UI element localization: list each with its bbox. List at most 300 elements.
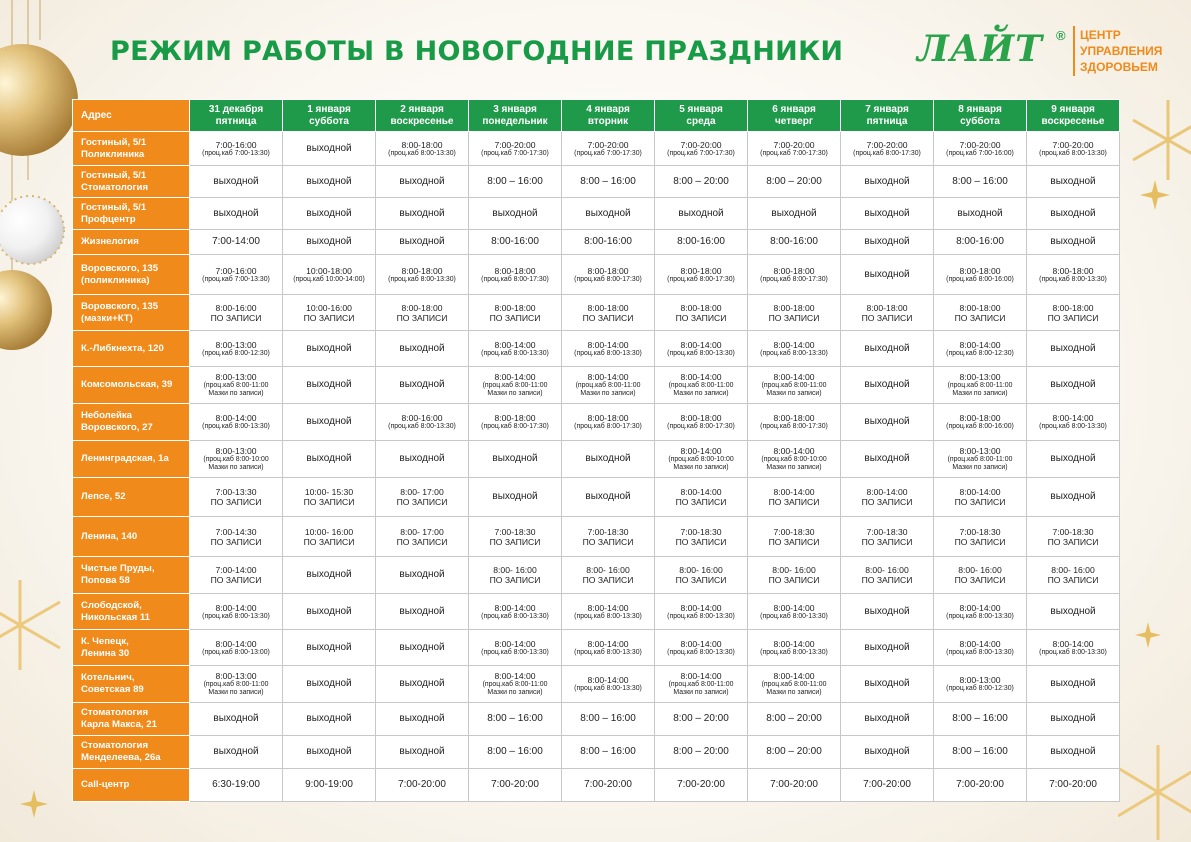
- hours-text: 7:00-20:00: [773, 139, 815, 150]
- address-line: Воровского, 27: [81, 422, 153, 433]
- hours-note: (проц.каб 8:00-13:30): [481, 648, 549, 656]
- schedule-cell: [190, 295, 283, 331]
- address-line: Воровского, 135: [81, 262, 159, 274]
- hours-text: 7:00-20:00: [398, 779, 446, 790]
- table-row: [73, 404, 1120, 441]
- hours-text: 8:00-14:00: [680, 446, 722, 456]
- schedule-cell: [841, 769, 934, 802]
- table-row: [73, 517, 1120, 557]
- hours-note: Мазки по записи): [952, 390, 1008, 397]
- hours-text: выходной: [306, 175, 352, 187]
- logo-subtitle: [1080, 27, 1162, 75]
- address-line: Ленина, 140: [81, 530, 138, 542]
- address-cell: [73, 557, 190, 594]
- schedule-cell: [562, 630, 655, 666]
- hours-text: выходной: [1050, 746, 1096, 757]
- hours-text: выходной: [213, 713, 259, 724]
- hours-text: 8:00-14:00: [773, 446, 815, 456]
- hours-text: 8:00-14:00: [494, 339, 536, 350]
- hours-note: Мазки по записи): [952, 464, 1008, 471]
- schedule-cell: [376, 594, 469, 630]
- schedule-cell: [1027, 255, 1120, 295]
- hours-text: 8:00 – 16:00: [487, 175, 543, 187]
- table-row: [73, 198, 1120, 230]
- day-weekday: понедельник: [482, 115, 548, 127]
- schedule-cell: [841, 367, 934, 404]
- schedule-cell: [1027, 630, 1120, 666]
- schedule-cell: [1027, 517, 1120, 557]
- address-line: Call-центр: [81, 779, 130, 790]
- hours-note: Мазки по записи): [487, 390, 543, 397]
- day-column-header: [748, 100, 841, 132]
- hours-text: 8:00 – 16:00: [580, 175, 636, 187]
- hours-note: (проц.каб 7:00-13:30): [202, 149, 270, 157]
- hours-text: 8:00-14:00: [494, 602, 536, 613]
- hours-text: 8:00-14:00: [773, 487, 815, 497]
- schedule-cell: [469, 295, 562, 331]
- hours-note: (проц.каб 8:00-11:00: [947, 382, 1013, 389]
- schedule-cell: [376, 478, 469, 517]
- schedule-cell: [469, 132, 562, 166]
- hours-text: выходной: [399, 342, 445, 354]
- schedule-cell: [748, 132, 841, 166]
- hours-text: 8:00 – 20:00: [766, 713, 822, 724]
- hours-note: (проц.каб 8:00-13:30): [574, 648, 642, 656]
- hours-text: 8:00-16:00: [491, 236, 539, 247]
- hours-note: (проц.каб 8:00-12:30): [202, 349, 270, 357]
- address-line: Стоматология: [81, 740, 149, 751]
- schedule-cell: [469, 630, 562, 666]
- logo-registered-mark: ®: [1056, 28, 1066, 43]
- schedule-cell: [841, 703, 934, 736]
- schedule-cell: [283, 367, 376, 404]
- hours-text: выходной: [771, 207, 817, 219]
- address-line: Неболейка: [81, 410, 133, 421]
- schedule-cell: [748, 478, 841, 517]
- schedule-cell: [190, 666, 283, 703]
- address-cell: [73, 198, 190, 230]
- schedule-cell: [376, 198, 469, 230]
- address-line: Ленинградская, 1а: [81, 453, 169, 464]
- schedule-cell: [748, 736, 841, 769]
- hours-text: 8:00 – 20:00: [766, 746, 822, 757]
- hours-text: выходной: [213, 207, 259, 219]
- schedule-cell: [469, 404, 562, 441]
- hours-note: (проц.каб 8:00-12:30): [946, 349, 1014, 357]
- schedule-cell: [562, 255, 655, 295]
- hours-text: выходной: [306, 678, 352, 689]
- schedule-cell: [841, 295, 934, 331]
- hours-text: выходной: [306, 416, 352, 427]
- address-line: К.-Либкнехта, 120: [81, 342, 164, 354]
- hours-text: выходной: [492, 207, 538, 219]
- address-line: Чистые Пруды,: [81, 563, 155, 574]
- hours-text: 8:00-14:00: [773, 602, 815, 613]
- table-row: [73, 630, 1120, 666]
- hours-text: 8:00-18:00: [959, 302, 1001, 313]
- hours-note: Мазки по записи): [673, 390, 729, 397]
- hours-text: 9:00-19:00: [305, 779, 353, 790]
- hours-text: 8:00-14:00: [680, 671, 722, 681]
- schedule-cell: [934, 769, 1027, 802]
- schedule-cell: [562, 198, 655, 230]
- hours-note: ПО ЗАПИСИ: [489, 536, 541, 547]
- hours-note: ПО ЗАПИСИ: [675, 312, 727, 323]
- hours-text: выходной: [306, 746, 352, 757]
- hours-text: 8:00-14:00: [587, 372, 629, 382]
- hours-note: Мазки по записи): [766, 390, 822, 397]
- hours-text: выходной: [585, 207, 631, 219]
- hours-note: (проц.каб 8:00-13:30): [574, 612, 642, 620]
- hours-text: 8:00-14:00: [959, 339, 1001, 350]
- hours-text: 8:00-18:00: [401, 302, 443, 313]
- hours-text: 8:00-14:00: [494, 638, 536, 649]
- schedule-cell: [934, 255, 1027, 295]
- address-cell: [73, 666, 190, 703]
- schedule-cell: [748, 295, 841, 331]
- hours-note: (проц.каб 7:00-17:30): [481, 149, 549, 157]
- hours-note: ПО ЗАПИСИ: [396, 497, 448, 507]
- hours-note: (проц.каб 8:00-16:00): [946, 275, 1014, 283]
- hours-text: 7:00-18:30: [773, 526, 815, 537]
- hours-text: выходной: [306, 605, 352, 617]
- schedule-cell: [934, 230, 1027, 255]
- schedule-cell: [562, 295, 655, 331]
- table-row: [73, 441, 1120, 478]
- hours-text: 8:00-14:00: [680, 372, 722, 382]
- hours-note: ПО ЗАПИСИ: [861, 312, 913, 323]
- hours-text: выходной: [306, 713, 352, 724]
- schedule-cell: [934, 331, 1027, 367]
- schedule-cell: [469, 166, 562, 198]
- hours-text: 8:00- 16:00: [772, 565, 816, 575]
- hours-text: 8:00-18:00: [1052, 265, 1094, 276]
- schedule-cell: [376, 404, 469, 441]
- hours-text: 8:00-13:00: [959, 372, 1001, 382]
- hours-note: (проц.каб 8:00-17:30): [853, 149, 921, 157]
- day-date: 5 января: [679, 103, 723, 115]
- address-cell: [73, 736, 190, 769]
- schedule-cell: [469, 230, 562, 255]
- schedule-cell: [655, 404, 748, 441]
- hours-note: ПО ЗАПИСИ: [675, 536, 727, 547]
- schedule-cell: [1027, 557, 1120, 594]
- hours-text: 8:00-16:00: [215, 302, 257, 313]
- schedule-cell: [1027, 703, 1120, 736]
- hours-note: (проц.каб 8:00-13:00): [202, 648, 270, 656]
- hours-text: выходной: [306, 453, 352, 464]
- hours-text: 10:00-16:00: [306, 302, 352, 313]
- hours-note: (проц.каб 8:00-17:30): [667, 275, 735, 283]
- hours-text: 7:00-20:00: [491, 779, 539, 790]
- schedule-cell: [1027, 295, 1120, 331]
- address-cell: [73, 166, 190, 198]
- schedule-table: [72, 99, 1120, 802]
- schedule-cell: [748, 666, 841, 703]
- hours-note: ПО ЗАПИСИ: [954, 312, 1006, 323]
- schedule-cell: [562, 331, 655, 367]
- hours-text: выходной: [399, 236, 445, 247]
- address-line: Ленина 30: [81, 647, 130, 659]
- hours-note: (проц.каб 8:00-11:00: [668, 382, 734, 389]
- table-row: [73, 295, 1120, 331]
- hours-text: 8:00-18:00: [587, 265, 629, 276]
- schedule-cell: [934, 198, 1027, 230]
- hours-text: выходной: [213, 175, 259, 187]
- hours-text: 7:00-14:00: [212, 236, 260, 247]
- hours-text: 6:30-19:00: [212, 779, 260, 790]
- hours-text: 7:00-20:00: [866, 139, 908, 150]
- hours-text: 8:00-13:00: [215, 372, 257, 382]
- hours-text: 8:00-16:00: [770, 236, 818, 247]
- hours-text: 8:00-14:00: [959, 487, 1001, 497]
- hours-text: 8:00-13:00: [959, 446, 1001, 456]
- day-date: 6 января: [772, 103, 816, 115]
- schedule-cell: [376, 736, 469, 769]
- schedule-cell: [655, 230, 748, 255]
- schedule-cell: [655, 255, 748, 295]
- schedule-cell: [1027, 367, 1120, 404]
- address-cell: [73, 769, 190, 802]
- hours-note: (проц.каб 8:00-10:00: [761, 456, 827, 463]
- hours-text: выходной: [1050, 491, 1096, 502]
- hours-text: выходной: [399, 175, 445, 187]
- schedule-cell: [469, 331, 562, 367]
- hours-text: 7:00-18:30: [959, 526, 1001, 537]
- address-line: Лепсе, 52: [81, 491, 126, 502]
- hours-note: (проц.каб 8:00-11:00: [761, 382, 827, 389]
- hours-note: ПО ЗАПИСИ: [210, 536, 262, 547]
- address-line: Менделеева, 26а: [81, 752, 161, 763]
- day-date: 4 января: [586, 103, 630, 115]
- hours-text: выходной: [306, 142, 352, 154]
- day-weekday: среда: [686, 115, 716, 127]
- schedule-cell: [190, 517, 283, 557]
- hours-note: (проц.каб 8:00-11:00: [575, 382, 641, 389]
- hours-text: 8:00- 16:00: [679, 565, 723, 575]
- hours-note: (проц.каб 8:00-13:30): [760, 349, 828, 357]
- hours-text: 8:00-14:00: [773, 339, 815, 350]
- hours-text: 7:00-18:30: [1052, 526, 1094, 537]
- address-cell: [73, 478, 190, 517]
- hours-note: (проц.каб 8:00-13:30): [1039, 423, 1107, 430]
- day-weekday: воскресенье: [1041, 115, 1105, 127]
- hours-text: выходной: [399, 207, 445, 219]
- schedule-cell: [655, 331, 748, 367]
- hours-note: ПО ЗАПИСИ: [396, 312, 448, 323]
- hours-text: 10:00-18:00: [306, 265, 352, 276]
- schedule-cell: [469, 478, 562, 517]
- hours-text: 8:00-14:00: [587, 675, 629, 685]
- hours-note: (проц.каб 8:00-13:30): [760, 648, 828, 656]
- address-line: Комсомольская, 39: [81, 379, 173, 390]
- schedule-cell: [748, 630, 841, 666]
- hours-note: (проц.каб 8:00-13:30): [946, 612, 1014, 620]
- hours-note: (проц.каб 8:00-17:30): [481, 423, 549, 430]
- hours-text: 8:00- 17:00: [400, 487, 444, 497]
- schedule-cell: [376, 703, 469, 736]
- schedule-cell: [376, 295, 469, 331]
- schedule-cell: [469, 367, 562, 404]
- address-line: Стоматология: [81, 707, 149, 718]
- schedule-cell: [934, 736, 1027, 769]
- hours-text: 8:00-14:00: [215, 602, 257, 613]
- snowflake-icon: [1118, 740, 1191, 842]
- schedule-cell: [190, 630, 283, 666]
- hours-note: Мазки по записи): [673, 464, 729, 471]
- schedule-cell: [562, 404, 655, 441]
- hours-note: ПО ЗАПИСИ: [303, 536, 355, 547]
- hours-text: 8:00 – 20:00: [673, 175, 729, 187]
- schedule-cell: [655, 630, 748, 666]
- schedule-cell: [841, 441, 934, 478]
- hours-note: Мазки по записи): [208, 464, 264, 471]
- schedule-cell: [562, 478, 655, 517]
- schedule-cell: [562, 703, 655, 736]
- hours-note: ПО ЗАПИСИ: [861, 536, 913, 547]
- schedule-cell: [562, 367, 655, 404]
- hours-text: выходной: [399, 569, 445, 580]
- hours-text: 8:00 – 16:00: [952, 713, 1008, 724]
- hours-text: выходной: [1050, 678, 1096, 689]
- day-column-header: [376, 100, 469, 132]
- hours-text: выходной: [957, 207, 1003, 219]
- schedule-cell: [655, 666, 748, 703]
- schedule-cell: [748, 230, 841, 255]
- hours-text: 8:00-18:00: [866, 302, 908, 313]
- schedule-cell: [655, 441, 748, 478]
- hours-text: выходной: [399, 746, 445, 757]
- schedule-cell: [562, 166, 655, 198]
- schedule-cell: [655, 703, 748, 736]
- hours-text: 8:00 – 16:00: [580, 713, 636, 724]
- address-line: Профцентр: [81, 213, 136, 225]
- hours-text: 8:00 – 16:00: [952, 175, 1008, 187]
- schedule-cell: [283, 404, 376, 441]
- hours-note: (проц.каб 7:00-16:00): [946, 149, 1014, 157]
- hours-note: ПО ЗАПИСИ: [210, 497, 262, 507]
- address-cell: [73, 594, 190, 630]
- hours-text: 8:00-16:00: [677, 236, 725, 247]
- star-icon: [20, 790, 48, 818]
- schedule-cell: [562, 736, 655, 769]
- hours-note: (проц.каб 8:00-11:00: [203, 681, 269, 688]
- schedule-cell: [841, 594, 934, 630]
- hours-text: 8:00-13:00: [215, 671, 257, 681]
- hours-note: ПО ЗАПИСИ: [768, 575, 820, 585]
- schedule-cell: [376, 557, 469, 594]
- day-column-header: [655, 100, 748, 132]
- schedule-cell: [841, 132, 934, 166]
- hours-text: 7:00-20:00: [677, 779, 725, 790]
- hours-text: 8:00-14:00: [773, 372, 815, 382]
- hours-text: 7:00-14:00: [215, 565, 257, 575]
- logo-subtitle-line: ЦЕНТР: [1080, 28, 1121, 42]
- hours-note: (проц.каб 8:00-10:00: [668, 456, 734, 463]
- hours-text: 8:00-18:00: [494, 265, 536, 276]
- hours-text: 7:00-18:30: [587, 526, 629, 537]
- schedule-cell: [376, 517, 469, 557]
- hours-text: 8:00 – 16:00: [487, 746, 543, 757]
- hours-note: (проц.каб 8:00-11:00: [761, 681, 827, 688]
- schedule-cell: [748, 703, 841, 736]
- hours-text: 8:00-18:00: [401, 139, 443, 150]
- schedule-cell: [376, 367, 469, 404]
- hours-text: 8:00-18:00: [959, 413, 1001, 423]
- address-line: Воровского, 135: [81, 300, 159, 312]
- schedule-cell: [283, 478, 376, 517]
- hours-text: 8:00-18:00: [401, 265, 443, 276]
- day-column-header: [841, 100, 934, 132]
- hours-note: (проц.каб 8:00-13:30): [574, 685, 642, 692]
- address-cell: [73, 255, 190, 295]
- hours-text: выходной: [1050, 605, 1096, 617]
- hours-note: (проц.каб 8:00-17:30): [760, 275, 828, 283]
- hours-text: 8:00- 16:00: [586, 565, 630, 575]
- schedule-cell: [1027, 666, 1120, 703]
- schedule-cell: [1027, 198, 1120, 230]
- schedule-cell: [655, 594, 748, 630]
- day-weekday: пятница: [215, 115, 257, 127]
- schedule-cell: [934, 367, 1027, 404]
- hours-text: 7:00-18:30: [680, 526, 722, 537]
- hours-text: 8:00-18:00: [680, 302, 722, 313]
- address-line: Попова 58: [81, 575, 130, 586]
- schedule-cell: [469, 594, 562, 630]
- hours-note: ПО ЗАПИСИ: [675, 497, 727, 507]
- hours-text: 8:00- 16:00: [865, 565, 909, 575]
- schedule-cell: [1027, 230, 1120, 255]
- schedule-cell: [934, 478, 1027, 517]
- hours-note: ПО ЗАПИСИ: [954, 497, 1006, 507]
- schedule-cell: [1027, 594, 1120, 630]
- schedule-cell: [655, 769, 748, 802]
- hours-text: 7:00-14:30: [215, 526, 257, 537]
- table-row: [73, 255, 1120, 295]
- hours-text: выходной: [306, 236, 352, 247]
- hours-text: выходной: [864, 641, 910, 653]
- hours-text: 7:00-20:00: [680, 139, 722, 150]
- hours-text: 8:00- 17:00: [400, 526, 444, 537]
- schedule-cell: [748, 166, 841, 198]
- hours-text: 7:00-16:00: [215, 265, 257, 276]
- schedule-cell: [562, 666, 655, 703]
- schedule-cell: [748, 255, 841, 295]
- schedule-cell: [1027, 132, 1120, 166]
- day-date: 3 января: [493, 103, 537, 115]
- address-line: Гостиный, 5/1: [81, 136, 147, 148]
- hours-text: 8:00 – 16:00: [580, 746, 636, 757]
- hours-text: 8:00-18:00: [494, 302, 536, 313]
- hours-text: выходной: [864, 605, 910, 617]
- hours-text: выходной: [585, 491, 631, 502]
- hours-text: 10:00- 16:00: [304, 526, 354, 537]
- schedule-cell: [283, 441, 376, 478]
- table-row: [73, 736, 1120, 769]
- page-title: РЕЖИМ РАБОТЫ В НОВОГОДНИЕ ПРАЗДНИКИ: [110, 36, 844, 67]
- schedule-cell: [748, 594, 841, 630]
- schedule-cell: [748, 557, 841, 594]
- schedule-cell: [190, 255, 283, 295]
- hours-text: 7:00-20:00: [959, 139, 1001, 150]
- day-weekday: суббота: [960, 115, 1000, 127]
- schedule-cell: [283, 769, 376, 802]
- address-line: Стоматология: [81, 181, 149, 193]
- hours-note: (проц.каб 8:00-13:30): [1039, 648, 1107, 656]
- hours-text: 8:00-16:00: [956, 236, 1004, 247]
- hours-text: выходной: [306, 342, 352, 354]
- day-column-header: [562, 100, 655, 132]
